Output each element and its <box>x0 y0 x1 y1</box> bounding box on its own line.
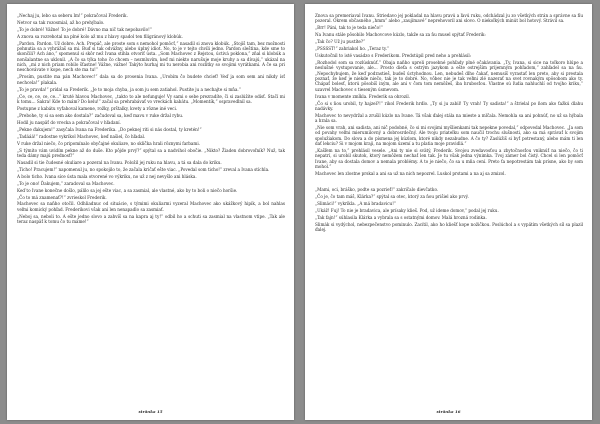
paragraph: „Rozhodol som sa rozlúsknúť.“ Obaja naňho upreli prosebné pohľady plné očakávania. „Ty, Ivana, si sice na toľkoro hlúpe a neslušné vystupovanie, ale... Prosto dieťa s ostrým jazykom a ešte ostrejším prijemným pohľadom,“ zahľadel sa na ňu. „Nepochybujem, že keď podrastieš, budeš úctyhodnou. Len, nebudeš dlho čakať, nemusíš vyrastať len preto, aby si prestala poznať, že keď je niekde niečo, tak je to dobré. No, vôbec nie je tak veľmi zlé nazerať na svet rovnakým spôsobom ako ty. Chápať bolesť, ktorú pôsobíš iným, ale ani v čom tom nemôžeš, iba hrubosťou. Vlastne sú ľudia nahluchlí od tvojho kriku,“ uzavrel Machovec s tieseným úsmevom. <box>315 59 583 92</box>
paragraph: A znova sa rozrehotal na plné kolo až mu z hlavy spadol ten filigránový klobúk. <box>17 33 183 39</box>
paragraph: Hodil ju naspäť do vrecka a pokračoval v hľadaní. <box>17 119 121 125</box>
paragraph: „Pardon. Pardon. Už dobre. Ach. Prepáč, ale proste som s nemohol pomôcť,“ nasadil si znova klobúk. „Stojíš tam, bez možnosti pohnutia sa a vyhrážaš sa mi. Buď si tak odvážny, alebo úplný idiot. No, to je v tejto chvíli jedno. Pardon sleština, kde sme to skončili? Ach áno,“ spomenul si skôr než Ivana stihla otvoriť ústa. „Som Machovec z Rejstou, úctivá poklona,“ zňal si klobúk a nonšalantne sa uklonil. „A čo sa týka toho čo chcem – nezmluvím, keď mi niekto narušuje moje kruhy a sa dívajú,“ ukázal na nich, „mi z nich priam robilo šťastne! Vážne, vážne! Takýto hurhaj mi tu nerobia ani rozlitky so svojimi vyrátkami. A če sa pri neschovávate v kope, nech ste ma tu!“ <box>17 40 285 73</box>
paragraph: „Mami, oci, bráško, podte sa pozrieť!“ zakričalo dievčatko. <box>315 187 439 192</box>
left-page-text <box>17 13 285 404</box>
paragraph: „Pekne ďakujem!“ zasyčala Ivana na Frederika. „Do peknej riti si nás dostal, ty kretén!“ <box>17 126 202 132</box>
paragraph: Netvor sa tak rozosmial, až ho prehýbalo. <box>17 19 105 25</box>
paragraph: „Tak fajn!“ súhlasila Klárka a vybrala sa s ostatnými domov. Malá hrozná rodinka. <box>315 214 487 220</box>
paragraph: „To je pravda!“ pridal sa Frederik. „Je to moja chyba, ja som ju sem zatiahol. Pustite ju a nechajte si mňa.“ <box>17 86 241 92</box>
paragraph: „Slimáci!“ vykríkla. „A má bradavicu!“ <box>315 200 397 206</box>
paragraph: „To je ono! Ďakujem,“ zaradoval sa Machovec. <box>17 180 115 186</box>
right-page-text <box>315 13 583 404</box>
paragraph: „Čo je, čo tam máš, Klárka?“ spýtal sa otec, ktorý za ňou prišiel ako prvý. <box>315 193 469 199</box>
paragraph: „Ticho! Pracujem!“ napomenul ju, no spokojilo to, že začala kričať ešte viac. „Povedal som ticho!“ zreval a Ivana stíchla. <box>17 166 270 172</box>
paragraph: Nasadil si tie čudesné okuliare a pozeral na Ivanu. Položil jej ruku na hlavu, a tá sa dala do kriku. <box>17 159 222 165</box>
paragraph: Machovec sa naňho otočil. Odhliadnuc od situácie, s týmimi okuliarmi vyzeral Machovec ako ukážkový hipík, a bol nahlas veľmi komický pohľad. Frederikovi však ani len nenapadlo sa zasmiať. <box>17 201 285 212</box>
paragraph: „Nie som vrah, ani sadista, ani nič podobné, čo si mi svojimi myšlienkami tak nepekne povedal,“ odpovedal Machovec. „Ja som od povahy veľmi mierumilovný a dobrosrdečný. Ale tvoju priateľku som naučil trochu slušnosti, ako sa má správať k svojim spolužiakom. Do slova a do písmena jej kúzlom, ktoré nikdy nezabudne. A čo ty? Zaslúžiš si byť potrestaný, alebo mám ti len dať lekciu? Si v mojom kraji, na mojom území a tu platia moje pravidlá.“ <box>315 125 583 147</box>
paragraph: „Čo si s ňou urobil, ty hajzel?!“ rikol Frederik hrdlo. „Ty si ju zabil! Ty vrah! Ty sadista!“ a štrielal po ňom ako ťažkú dlahu nadávky. <box>315 100 583 111</box>
paragraph: „Čo to má znamenať?!“ zvrieskol Frederik. <box>17 194 107 200</box>
paragraph: Znova sa premeriaval Ivanu. Striedavo jej pokladal na hlavu pravú a ľavú ruku, odchádzal ju zo všetkých strán a správne sa fíu pozeral. Okrem občasného „hmm“ alebo „zaujímavé“ neprehovoril ani slovo. O niekoľkých minút bol hotový. Strávil sa. <box>315 13 583 24</box>
paragraph: Keď to Ivane konečne došlo, pálilo sa jej ešte viac, a sa zasmial, ale vlastné, ako by to boli o niečo horšie. <box>17 187 238 193</box>
paragraph: A bolo ticho. Ivana síce ústa mala otvorené vo výkriku, no už z nej nevyšlo ani hláska. <box>17 173 197 179</box>
paragraph: „To je dobré! Vážne! To je dobré! Dávno ma nič tak nepobavilo!“ <box>17 26 152 32</box>
paragraph: „Neboj sa, neboli to. A ešte jedno slovo a zahvíš sa na kapra aj ty!“ odbil ho a schuti sa zasmial na vlastnom vtipe. „Tak ale teraz naspäť k tomu čo tu máme!“ <box>17 213 285 225</box>
section-break <box>315 178 583 187</box>
left-page <box>7 4 294 420</box>
paragraph: „Prebohe, ty si sa sem ako dostala?“ začudoval sa, keď mavu v ruke držal rybu. <box>17 112 184 118</box>
paragraph: Uskutočnil to isté vasádzo s Frederikom. Predstúpil pred neho a prehlásil: <box>315 53 472 59</box>
paragraph: Machovec to nevydržal a zrušil kúzlo na Ivane. Tá však ďalej stála na mieste a mlčala. Nemohla sa ani pohnúť, no už sa hýbala a hrala sa. <box>315 112 583 124</box>
paragraph: „Ukáž! Fuj! To nie je bradavica, ale prísaky klieš. Pod, už ideme domov,“ podal jej ruku. <box>315 207 499 213</box>
page-number: strânka 15 <box>138 409 163 414</box>
paragraph: Slimák si vydýchol, nebezpečenstvo pominulo. Zacítil, ako ho kliešť kope nožičkou. Poslúchol a s vypätím všetkých síl sa plazil ďalej. <box>315 221 583 233</box>
paragraph: „Kašľem na to,“ prehlásil vesele. „Ani ty nie si svätý, Frederik. Svojou zvedavosťou a zbytočnosťou vniknúť na niečo, čo ti nepatrí, si urobil skutok, ktorý nemôžem nechať len tak. Je tu však jedna výnimka. Tvoj zámer bol čistý. Chcel si len pomôcť Ivane, aby sa dostala domov a nemala problémy. A to je niečo, čo sa u mňa cení. Preto ťa nepotrestám tak prísne, ako by som mohol.“ <box>315 148 583 170</box>
paragraph: „S týmito vám uvidím pekne až do duše. Kto pôjde prvý?“ spýtal sa a nadvihol obočie. „Nikto? Žiaden dobrovoľník? Nuž, tak teda dámy majú prednosť!“ <box>17 147 285 158</box>
paragraph: „Prosím, pustite ma pán Machovec!“ dala sa do prosenia Ivana. „Urobím čo budete chcieť! Veď ja som sem ani nikdy ísť nechcela!“ plakala. <box>17 74 285 85</box>
paragraph: „Brr! Páni, tak to je teda niečo!“ <box>315 25 383 31</box>
paragraph: „PSSSST!“ zahriakol ho. „Teraz ty.“ <box>315 46 390 52</box>
paragraph: Na Ivanu stále pôsobilo Machovcove kúzlo, takže sa za ňu musel spýtať Frederik: <box>315 32 486 38</box>
paragraph: V ruke držal niečo, čo pripomínalo obyčajné okuliare, no sklíčka hrali rôznymi farbami. <box>17 140 200 146</box>
paragraph: „Nechaj ju, lebo sa seberu ĺm!“ pokračoval Frederik. <box>17 13 128 18</box>
paragraph: Ivana v momente zmĺkla. Frederik sa ohrozil. <box>315 93 411 99</box>
page-number: strânka 16 <box>436 409 461 414</box>
paragraph: Machovec len zlostne prskal a ani sa už na nich nepozrel. Luskol prstami a na aj sa zmizol. <box>315 171 506 177</box>
right-page <box>305 4 592 420</box>
paragraph: „Tadááá!“ radostne vykríkol Machovec, keď našiel, čo hľadal. <box>17 133 146 139</box>
paragraph: „Tak čo? Už ju pustíte?“ <box>315 39 366 45</box>
paragraph: „Ce, ce, ce, ce, ce...“ kruté hlavou Machovec, „takto to ale nefunguje! Vy sami o sebe prezradíte, či si zaslúžite odísť. Stačí mi k tomu... Sakra! Kde to mám? Do kelu!“ začal sa prehrabávať vo vreckách kabátu. „Momentík,“ ospravedlnil sa. <box>17 93 285 104</box>
paragraph: Postupne z kabátu vyťahoval kamene, rožky, prštalky, kvety a rôzne iné veci. <box>17 105 178 111</box>
